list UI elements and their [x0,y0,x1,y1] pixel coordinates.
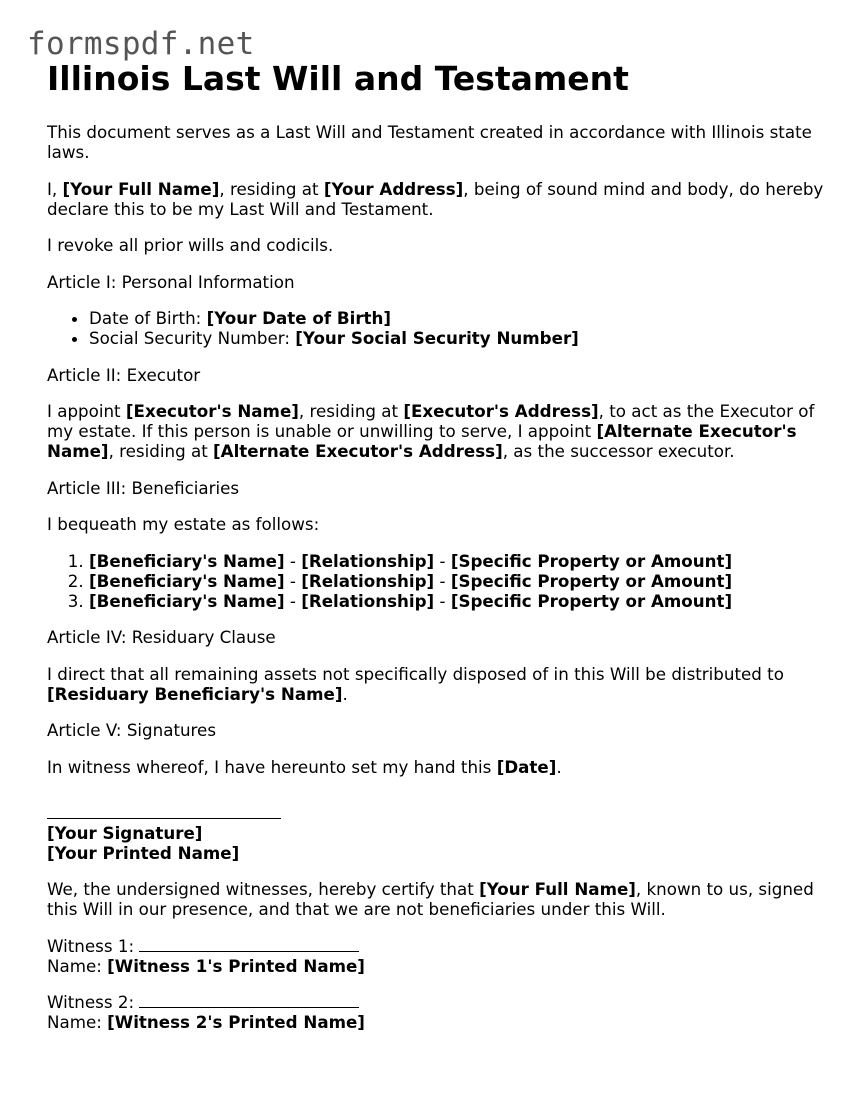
placeholder-witness-1-name: [Witness 1's Printed Name] [107,955,365,976]
item-label: Date of Birth: [89,308,207,328]
text: I appoint [47,401,126,421]
placeholder-property: [Specific Property or Amount] [450,550,733,571]
revoke-paragraph: I revoke all prior wills and codicils. [47,235,334,255]
separator: - [434,590,451,611]
text: , residing at [108,441,214,461]
placeholder-full-name: [Your Full Name] [479,879,636,899]
witness-2-block [47,992,837,1032]
text: I direct that all remaining assets not specifically disposed of in this Will be distributed to [47,663,784,684]
residuary-paragraph [47,664,837,704]
placeholder-residuary-beneficiary: [Residuary Beneficiary's Name] [47,683,343,704]
witness-certification-paragraph [47,879,837,919]
personal-info-list [47,308,837,348]
list-item [89,591,837,611]
placeholder-alt-executor-address: [Alternate Executor's Address] [213,441,503,461]
placeholder-executor-address: [Executor's Address] [403,401,599,421]
placeholder-property: [Specific Property or Amount] [450,570,733,591]
executor-paragraph [47,401,837,461]
name-label: Name: [47,1012,108,1032]
placeholder-beneficiary-name: [Beneficiary's Name] [89,550,285,571]
list-item [89,328,837,348]
placeholder-date: [Date] [496,756,557,777]
text: , to act as the Executor of my estate. If this person is unable or unwilling to serve, I appoint [47,401,815,441]
text: . [342,683,348,704]
placeholder-printed-name: [Your Printed Name] [47,842,240,863]
list-item [89,551,837,571]
document-title: Illinois Last Will and Testament [47,59,629,98]
separator: - [284,590,302,611]
name-label: Name: [47,955,108,976]
placeholder-signature: [Your Signature] [47,822,203,843]
beneficiary-list [47,551,837,611]
separator: - [284,570,302,591]
text: In witness whereof, I have hereunto set my hand this [47,756,497,777]
placeholder-property: [Specific Property or Amount] [450,590,733,611]
bequeath-intro: I bequeath my estate as follows: [47,514,320,534]
witness-1-signature-line[interactable] [139,937,359,952]
placeholder-date-of-birth: [Your Date of Birth] [206,308,392,328]
placeholder-relationship: [Relationship] [301,570,435,591]
placeholder-relationship: [Relationship] [301,590,435,611]
witness-1-label: Witness 1: [47,935,140,956]
article-1-heading: Article I: Personal Information [47,271,295,292]
text: , being of sound mind and body, do hereby declare this to be my Last Will and Testament. [47,178,824,219]
text: , residing at [219,178,324,199]
placeholder-full-name: [Your Full Name] [62,178,220,199]
article-4-heading: Article IV: Residuary Clause [47,627,276,647]
document [47,58,837,1049]
placeholder-address: [Your Address] [323,178,464,199]
placeholder-ssn: [Your Social Security Number] [295,328,579,348]
item-label: Social Security Number: [89,328,296,348]
list-item [89,571,837,591]
separator: - [284,550,302,571]
intro-paragraph: This document serves as a Last Will and Testament created in accordance with Illinois state laws. [47,122,812,162]
text: We, the undersigned witnesses, hereby certify that [47,879,480,899]
list-item [89,308,837,328]
witness-whereof-paragraph [47,757,837,777]
watermark-logo: formspdf.net [27,26,255,62]
witness-2-label: Witness 2: [47,992,140,1012]
text: , as the successor executor. [502,441,735,461]
article-3-heading: Article III: Beneficiaries [47,477,240,498]
placeholder-relationship: [Relationship] [301,550,435,571]
placeholder-beneficiary-name: [Beneficiary's Name] [89,590,285,611]
separator: - [434,570,451,591]
separator: - [434,550,451,571]
text: , known to us, signed this Will in our presence, and that we are not beneficiaries under this Will. [47,879,814,919]
placeholder-witness-2-name: [Witness 2's Printed Name] [107,1012,365,1032]
placeholder-beneficiary-name: [Beneficiary's Name] [89,570,285,591]
signature-line[interactable] [47,804,281,819]
article-5-heading: Article V: Signatures [47,720,217,740]
text: . [556,756,562,777]
placeholder-alt-executor-name: [Alternate Executor's Name] [47,421,797,461]
article-2-heading: Article II: Executor [47,364,201,385]
text: I, [47,178,63,199]
text: , residing at [298,401,404,421]
signature-block [47,803,837,863]
placeholder-executor-name: [Executor's Name] [125,401,299,421]
declaration-paragraph [47,179,837,219]
witness-2-signature-line[interactable] [139,993,359,1008]
witness-1-block [47,936,837,976]
